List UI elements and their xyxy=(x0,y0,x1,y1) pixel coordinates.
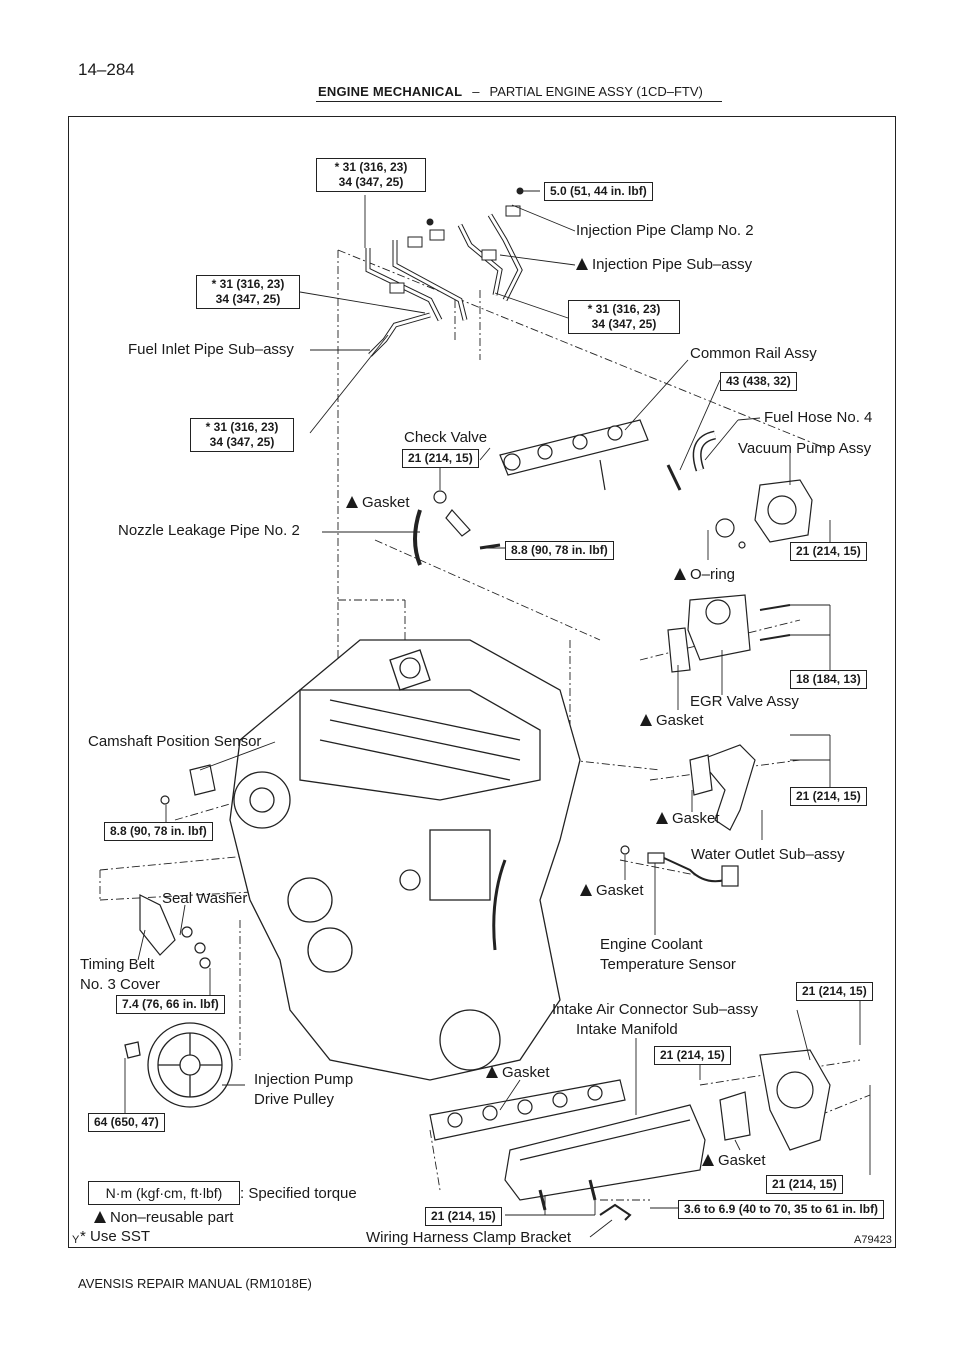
label-text: No. 3 Cover xyxy=(80,976,161,993)
label-injection-pipe-clamp: Injection Pipe Clamp No. 2 xyxy=(576,222,754,239)
label-intake-air-connector: Intake Air Connector Sub–assy xyxy=(552,1001,758,1018)
torque-clamp: 5.0 (51, 44 in. lbf) xyxy=(544,182,653,201)
torque-sst-left xyxy=(196,275,300,309)
torque-common-rail: 43 (438, 32) xyxy=(720,372,797,391)
label-water-outlet: Water Outlet Sub–assy xyxy=(691,846,845,863)
torque-pulley: 64 (650, 47) xyxy=(88,1113,165,1132)
label-text: Non–reusable part xyxy=(110,1209,234,1226)
label-text: Injection Pump xyxy=(254,1071,354,1088)
non-reusable-icon xyxy=(486,1066,498,1078)
label-timing-belt-cover xyxy=(80,955,160,995)
torque-vacuum-pump: 21 (214, 15) xyxy=(790,542,867,561)
label-vacuum-pump: Vacuum Pump Assy xyxy=(738,440,872,457)
torque-line: 34 (347, 25) xyxy=(215,292,281,306)
torque-line: 34 (347, 25) xyxy=(591,317,657,331)
label-gasket-coolant-sensor xyxy=(580,882,644,899)
label-gasket-water-outlet xyxy=(656,810,720,827)
label-text: Gasket xyxy=(362,494,410,511)
non-reusable-icon xyxy=(94,1211,106,1223)
header-separator: – xyxy=(472,84,480,99)
label-seal-washer: Seal Washer xyxy=(162,890,248,907)
torque-bracket: 3.6 to 6.9 (40 to 70, 35 to 61 in. lbf) xyxy=(678,1200,884,1219)
label-text: Gasket xyxy=(596,882,644,899)
non-reusable-icon xyxy=(640,714,652,726)
torque-line: 34 (347, 25) xyxy=(338,175,404,189)
label-injection-pipe xyxy=(576,256,752,273)
torque-line: 34 (347, 25) xyxy=(209,435,275,449)
legend-unit-box: N·m (kgf·cm, ft·lbf) xyxy=(88,1181,240,1205)
label-gasket-manifold xyxy=(486,1064,550,1081)
label-gasket-egr xyxy=(640,712,704,729)
label-text: Gasket xyxy=(718,1152,766,1169)
torque-line: * 31 (316, 23) xyxy=(334,160,408,174)
label-fuel-hose: Fuel Hose No. 4 xyxy=(764,409,873,426)
label-text: Gasket xyxy=(502,1064,550,1081)
torque-intake-manifold: 21 (214, 15) xyxy=(654,1046,731,1065)
label-injection-pump-pulley xyxy=(254,1070,353,1110)
torque-air-connector: 21 (214, 15) xyxy=(796,982,873,1001)
torque-connector-lower: 21 (214, 15) xyxy=(766,1175,843,1194)
torque-sst-lower xyxy=(190,418,294,452)
label-egr-valve: EGR Valve Assy xyxy=(690,693,799,710)
label-gasket-air-connector xyxy=(702,1152,766,1169)
label-wiring-bracket: Wiring Harness Clamp Bracket xyxy=(366,1229,572,1246)
label-fuel-inlet-pipe: Fuel Inlet Pipe Sub–assy xyxy=(128,341,294,358)
label-common-rail: Common Rail Assy xyxy=(690,345,817,362)
label-text: Temperature Sensor xyxy=(600,956,736,973)
torque-water-outlet: 21 (214, 15) xyxy=(790,787,867,806)
section-title: ENGINE MECHANICAL xyxy=(318,84,463,99)
label-o-ring xyxy=(674,566,735,583)
non-reusable-icon xyxy=(346,496,358,508)
legend-non-reusable xyxy=(94,1209,233,1226)
torque-sst-top xyxy=(316,158,426,192)
label-text: Gasket xyxy=(656,712,704,729)
torque-manifold-lower: 21 (214, 15) xyxy=(425,1207,502,1226)
label-text: Gasket xyxy=(672,810,720,827)
torque-line: * 31 (316, 23) xyxy=(205,420,279,434)
non-reusable-icon xyxy=(576,258,588,270)
non-reusable-icon xyxy=(702,1154,714,1166)
torque-line: * 31 (316, 23) xyxy=(211,277,285,291)
page-footer: AVENSIS REPAIR MANUAL (RM1018E) xyxy=(78,1276,312,1291)
label-gasket-check-valve xyxy=(346,494,410,511)
torque-check-valve: 21 (214, 15) xyxy=(402,449,479,468)
subsection-title: PARTIAL ENGINE ASSY (1CD–FTV) xyxy=(489,84,703,99)
non-reusable-icon xyxy=(656,812,668,824)
label-text: Drive Pulley xyxy=(254,1091,335,1108)
corner-letter: Y xyxy=(72,1234,80,1246)
torque-sst-right xyxy=(568,300,680,334)
label-text: Timing Belt xyxy=(80,956,155,973)
non-reusable-icon xyxy=(674,568,686,580)
legend-specified-torque: : Specified torque xyxy=(240,1185,357,1202)
label-intake-manifold: Intake Manifold xyxy=(576,1021,678,1038)
label-text: Engine Coolant xyxy=(600,936,703,953)
torque-timing-cover: 7.4 (76, 66 in. lbf) xyxy=(116,995,225,1014)
label-text: O–ring xyxy=(690,566,736,583)
torque-line: * 31 (316, 23) xyxy=(587,302,661,316)
torque-nozzle-pipe: 8.8 (90, 78 in. lbf) xyxy=(505,541,614,560)
non-reusable-icon xyxy=(580,884,592,896)
label-text: Injection Pipe Sub–assy xyxy=(592,256,753,273)
label-camshaft-sensor: Camshaft Position Sensor xyxy=(88,733,262,750)
page-number: 14–284 xyxy=(78,60,135,79)
label-nozzle-leakage-pipe: Nozzle Leakage Pipe No. 2 xyxy=(118,522,300,539)
legend-sst: * Use SST xyxy=(80,1228,151,1245)
label-check-valve: Check Valve xyxy=(404,429,488,446)
figure-id: A79423 xyxy=(854,1234,892,1246)
label-coolant-sensor xyxy=(600,935,736,975)
torque-camshaft-sensor: 8.8 (90, 78 in. lbf) xyxy=(104,822,213,841)
torque-egr: 18 (184, 13) xyxy=(790,670,867,689)
